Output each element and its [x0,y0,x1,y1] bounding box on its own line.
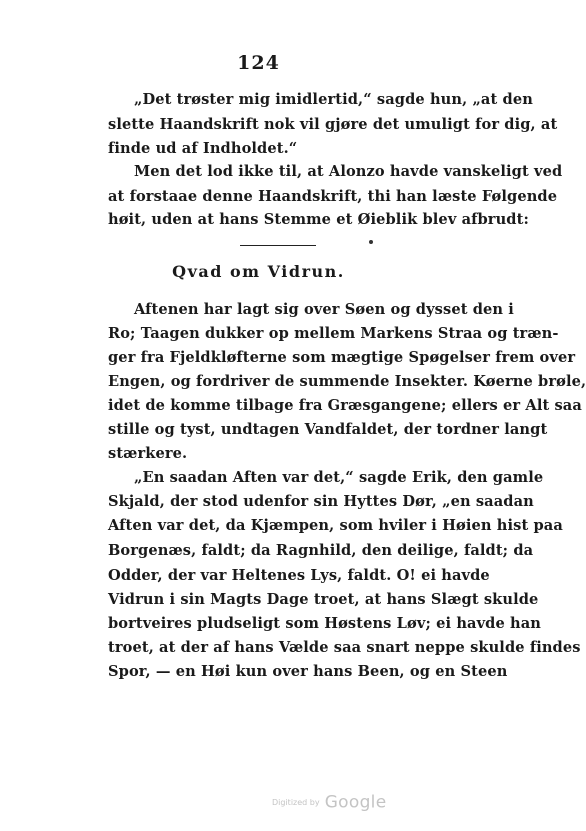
text-line: Skjald, der stod udenfor sin Hyttes Dør, „en saadan [108,493,534,510]
text-line: Ro; Taagen dukker op mellem Markens Straa og træn- [108,325,559,342]
text-line: bortveires pludseligt som Høstens Løv; ei havde han [108,615,542,632]
text-line: Engen, og fordriver de summende Insekter. Køerne brøle, [108,373,586,390]
digitized-watermark [272,792,386,813]
text-line: høit, uden at hans Stemme et Øieblik blev afbrudt: [108,211,529,228]
text-line: „En saadan Aften var det,“ sagde Erik, den gamle [134,469,544,486]
divider-dot [369,240,373,244]
text-line: Aften var det, da Kjæmpen, som hviler i Høien hist paa [108,517,563,534]
text-line: idet de komme tilbage fra Græsgangene; ellers er Alt saa [108,397,582,414]
text-line: troet, at der af hans Vælde saa snart neppe skulde findes [108,639,581,656]
page-number: 124 [237,52,280,74]
text-line: Borgenæs, faldt; da Ragnhild, den deilige, faldt; da [108,542,534,559]
text-line: stille og tyst, undtagen Vandfaldet, der tordner langt [108,421,548,438]
poem-title: Qvad om Vidrun. [172,262,345,281]
section-divider [240,245,316,246]
watermark-brand: Google [324,792,387,813]
text-line: „Det trøster mig imidlertid,“ sagde hun, „at den [134,91,533,108]
text-line: slette Haandskrift nok vil gjøre det umuligt for dig, at [108,116,558,133]
text-line: finde ud af Indholdet.“ [108,140,298,157]
text-line: Vidrun i sin Magts Dage troet, at hans Slægt skulde [108,591,539,608]
text-line: Odder, der var Heltenes Lys, faldt. O! ei havde [108,567,490,584]
watermark-prefix: Digitized by [272,798,320,807]
text-line: ger fra Fjeldkløfterne som mægtige Spøgelser frem over [108,349,576,366]
text-line: Aftenen har lagt sig over Søen og dysset den i [134,301,514,318]
text-line: Spor, — en Høi kun over hans Been, og en Steen [108,663,508,680]
text-line: stærkere. [108,445,188,462]
text-line: at forstaae denne Haandskrift, thi han læste Følgende [108,188,558,205]
text-line: Men det lod ikke til, at Alonzo havde vanskeligt ved [134,163,563,180]
